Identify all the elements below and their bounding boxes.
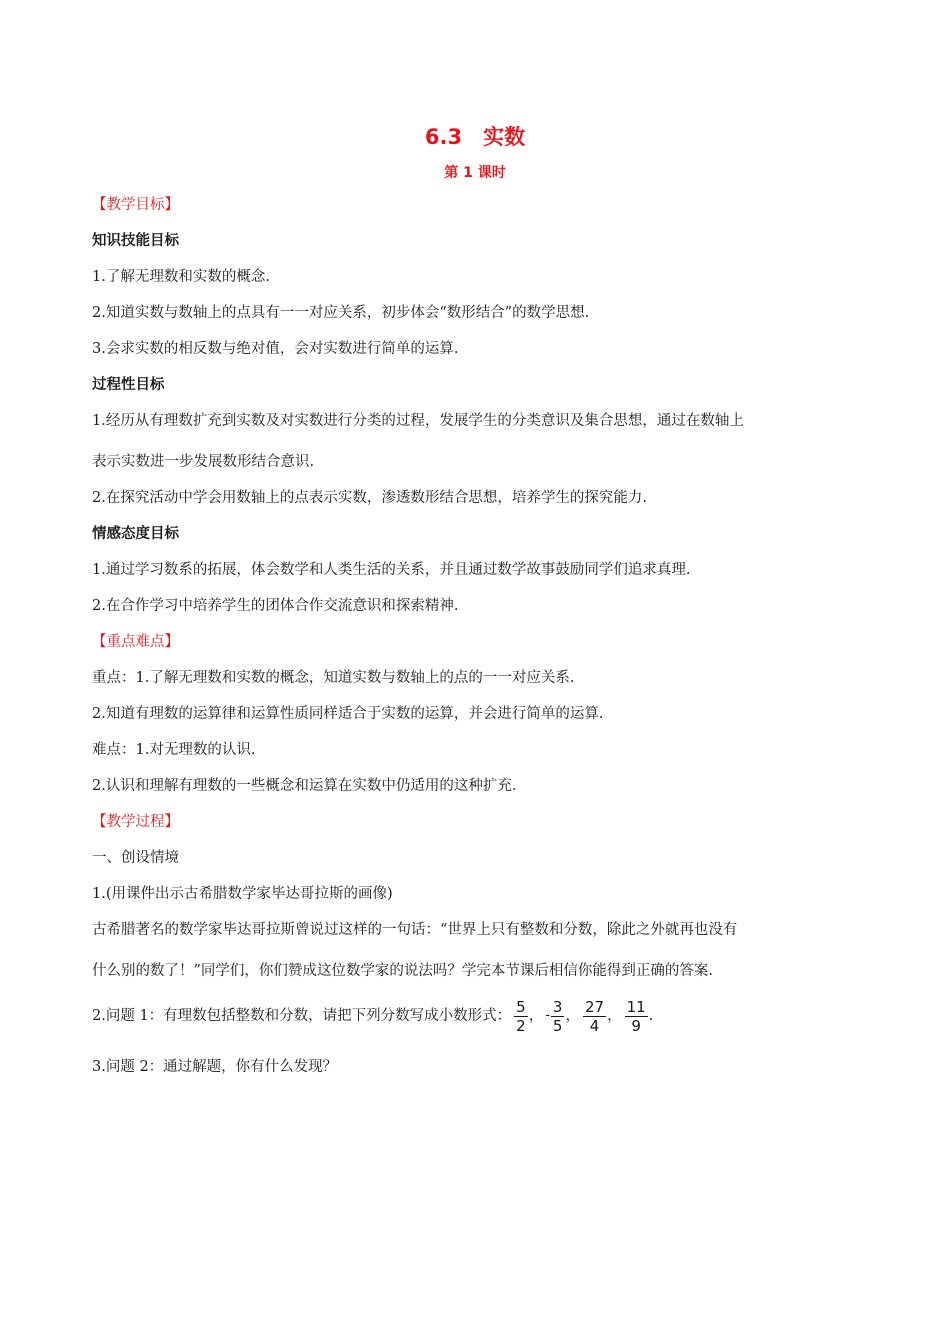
key-point-2: 2.知道有理数的运算律和运算性质同样适合于实数的运算，并会进行简单的运算. (92, 706, 604, 722)
knowledge-header: 知识技能目标 (92, 233, 179, 249)
step-1-title: 一、创设情境 (92, 850, 179, 866)
knowledge-item-1: 1.了解无理数和实数的概念. (92, 269, 270, 285)
fraction-2: - $\frac{3}{5}$ (545, 997, 563, 1035)
context-item-2a: 古希腊著名的数学家毕达哥拉斯曾说过这样的一句话：“世界上只有整数和分数，除此之外就再也没有 (92, 922, 738, 938)
question-1: 2.问题 1：有理数包括整数和分数，请把下列分数写成小数形式： $\frac{5}{2}$ ， - $\frac{3}{5}$ ， $\frac{27}{4}$ ， $\frac{11}{9}$ . (92, 997, 654, 1035)
emotion-item-2: 2.在合作学习中培养学生的团体合作交流意识和探索精神. (92, 598, 459, 614)
knowledge-item-2: 2.知道实数与数轴上的点具有一一对应关系，初步体会“数形结合”的数学思想. (92, 305, 590, 321)
context-item-1: 1.(用课件出示古希腊数学家毕达哥拉斯的画像) (92, 886, 393, 902)
fraction-3: $\frac{27}{4}$ (584, 997, 605, 1035)
fraction-4: $\frac{11}{9}$ (626, 997, 646, 1035)
fraction-1: $\frac{5}{2}$ (516, 997, 526, 1035)
knowledge-item-3: 3.会求实数的相反数与绝对值，会对实数进行简单的运算. (92, 341, 459, 357)
process-item-1b: 表示实数进一步发展数形结合意识. (92, 454, 315, 470)
context-item-2b: 什么别的数了！”同学们，你们赞成这位数学家的说法吗？学完本节课后相信你能得到正确的答案. (92, 963, 714, 979)
emotion-item-1: 1.通过学习数系的拓展，体会数学和人类生活的关系，并且通过数学故事鼓励同学们追求真理. (92, 562, 691, 578)
process-header: 过程性目标 (92, 377, 165, 393)
process-item-2: 2.在探究活动中学会用数轴上的点表示实数，渗透数形结合思想，培养学生的探究能力. (92, 490, 647, 506)
emotion-header: 情感态度目标 (92, 526, 179, 542)
question-1-text: 2.问题 1：有理数包括整数和分数，请把下列分数写成小数形式： (92, 1008, 512, 1024)
goals-header: 【教学目标】 (92, 197, 179, 213)
page-subtitle: 第 1 课时 (444, 165, 506, 181)
question-2: 3.问题 2：通过解题，你有什么发现？ (92, 1059, 338, 1075)
key-point-1: 重点：1.了解无理数和实数的概念，知道实数与数轴上的点的一一对应关系. (92, 670, 575, 686)
page-title: 6.3 实数 (424, 125, 526, 149)
difficulty-2: 2.认识和理解有理数的一些概念和运算在实数中仍适用的这种扩充. (92, 778, 517, 794)
process-item-1a: 1.经历从有理数扩充到实数及对实数进行分类的过程，发展学生的分类意识及集合思想，通过在数轴上 (92, 413, 744, 429)
key-points-header: 【重点难点】 (92, 634, 179, 650)
difficulty-1: 难点：1.对无理数的认识. (92, 742, 256, 758)
teaching-process-header: 【教学过程】 (92, 814, 179, 830)
